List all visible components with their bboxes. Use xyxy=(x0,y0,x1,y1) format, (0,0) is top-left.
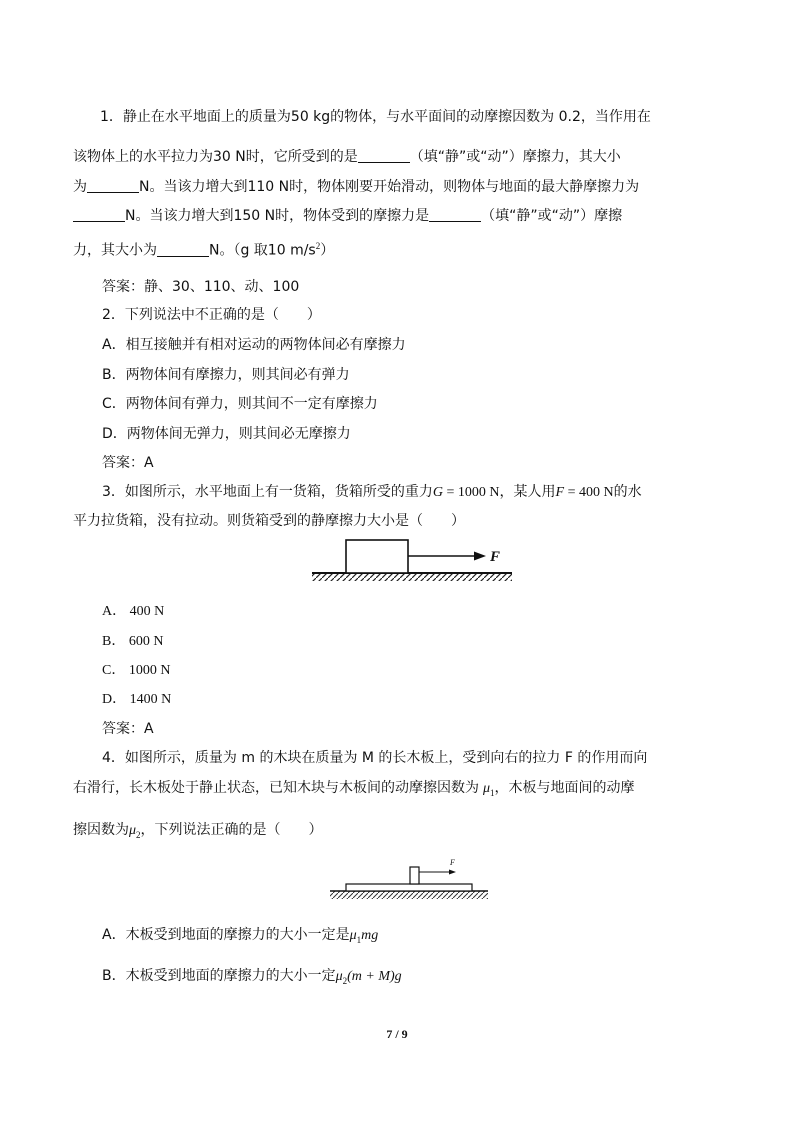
q4-option-a-sub: 1 xyxy=(356,934,362,945)
q3-option-b: B． 600 N xyxy=(102,634,164,649)
q3-symbol-g: G xyxy=(432,485,444,500)
q1-line-2 xyxy=(73,147,621,167)
q1-line-1: 1．静止在水平地面上的质量为50 kg的物体，与水平面间的动摩擦因数为 0.2，当作用在 xyxy=(100,109,651,125)
q3-line-1-text-d: ，某人用 xyxy=(499,484,556,500)
pull-force-label: F xyxy=(450,858,455,867)
q4-mu2-symbol: μ xyxy=(129,823,137,838)
q3-line-1 xyxy=(102,482,642,503)
q2-option-a: A．相互接触并有相对运动的两物体间必有摩擦力 xyxy=(102,337,406,353)
q2-stem: 2．下列说法中不正确的是（ ） xyxy=(102,307,321,323)
q3-force-value: = 400 N xyxy=(564,485,614,500)
q1-blank-3 xyxy=(73,207,125,222)
q1-line-2-text-a: 该物体上的水平拉力为30 N时，它所受到的是 xyxy=(73,149,358,165)
q1-blank-5 xyxy=(157,242,209,257)
q1-line-3-text-a: 为 xyxy=(73,179,87,195)
q1-blank-4 xyxy=(429,207,481,222)
q2-answer: 答案：A xyxy=(102,455,154,471)
q4-line-3 xyxy=(73,820,323,845)
q3-line-2: 平力拉货箱，没有拉动。则货箱受到的静摩擦力大小是（ ） xyxy=(73,513,465,529)
q1-blank-1 xyxy=(358,148,410,163)
q4-line-1: 4．如图所示，质量为 m 的木块在质量为 M 的长木板上，受到向右的拉力 F 的作用而向 xyxy=(102,750,648,766)
q3-symbol-f: F xyxy=(555,485,565,500)
q2-option-d: D．两物体间无弹力，则其间必无摩擦力 xyxy=(102,426,351,442)
q1-line-3-text-b: N。当该力增大到110 N时，物体刚要开始滑动，则物体与地面的最大静摩擦力为 xyxy=(139,179,640,195)
q3-answer: 答案：A xyxy=(102,721,154,737)
q1-line-5-text-c: ） xyxy=(320,242,335,259)
q4-line-3-text-b: ，下列说法正确的是（ ） xyxy=(140,822,323,838)
ground-hatch-2 xyxy=(330,891,488,899)
q4-mu-sub-1: 1 xyxy=(490,787,495,798)
long-board xyxy=(346,884,472,891)
q4-option-b-expr: (m + M)g xyxy=(347,969,402,984)
q4-line-2-text-b: ，木板与地面间的动摩 xyxy=(494,780,635,796)
q1-line-4-text-b: （填“静”或“动”）摩擦 xyxy=(481,208,623,224)
force-arrow-head xyxy=(474,552,486,561)
q1-line-4 xyxy=(73,206,622,226)
q4-line-3-text-a: 擦因数为 xyxy=(73,822,129,838)
q1-line-5-text-b: N。（g 取10 m/s xyxy=(209,242,316,259)
q1-line-4-text-a: N。当该力增大到150 N时，物体受到的摩擦力是 xyxy=(125,208,430,224)
q3-weight-value: = 1000 N xyxy=(443,485,500,500)
q1-line-5 xyxy=(73,236,334,261)
q3-option-c: C． 1000 N xyxy=(102,663,171,678)
q4-option-b-sub: 2 xyxy=(342,975,348,986)
q1-answer: 答案：静、30、110、动、100 xyxy=(102,279,300,295)
pull-arrow-head xyxy=(449,870,456,875)
q1-line-2-text-b: （填“静”或“动”）摩擦力，其大小 xyxy=(409,149,621,165)
q4-option-b-text: B．木板受到地面的摩擦力的大小一定 xyxy=(102,968,336,984)
q1-line-5-text-a: 力，其大小为 xyxy=(73,242,157,259)
q4-option-b-mu: μ xyxy=(335,969,343,984)
q4-line-2-text-a: 右滑行，长木板处于静止状态，已知木块与木板间的动摩擦因数为 xyxy=(73,780,479,796)
q4-option-a-mu: μ xyxy=(349,928,357,943)
q4-mu-symbol: μ xyxy=(483,781,491,796)
q1-line-3 xyxy=(73,177,639,197)
crate xyxy=(346,540,408,573)
small-block xyxy=(410,867,419,884)
q3-option-a: A． 400 N xyxy=(102,604,165,619)
q2-option-b: B．两物体间有摩擦力，则其间必有弹力 xyxy=(102,367,350,383)
q4-line-2 xyxy=(73,778,635,803)
q3-line-1-text-g: 的水 xyxy=(613,484,642,500)
q4-option-b xyxy=(102,966,402,991)
q3-line-1-text-a: 3．如图所示，水平地面上有一货箱，货箱所受的重力 xyxy=(102,484,433,500)
q4-option-a xyxy=(102,925,378,950)
force-label: F xyxy=(490,549,501,565)
ground-hatch xyxy=(312,573,512,581)
q4-option-a-text: A．木板受到地面的摩擦力的大小一定是 xyxy=(102,927,350,943)
q1-blank-2 xyxy=(87,178,139,193)
q4-figure-board xyxy=(328,853,490,903)
q4-option-a-expr: mg xyxy=(361,928,379,943)
q3-figure-crate xyxy=(310,536,515,584)
q3-option-d: D． 1400 N xyxy=(102,692,172,707)
q2-option-c: C．两物体间有弹力，则其间不一定有摩擦力 xyxy=(102,396,378,412)
q1-exponent: 2 xyxy=(315,241,321,251)
q4-mu-sub-2: 2 xyxy=(136,829,141,840)
page-number: 7 / 9 xyxy=(386,1027,408,1041)
